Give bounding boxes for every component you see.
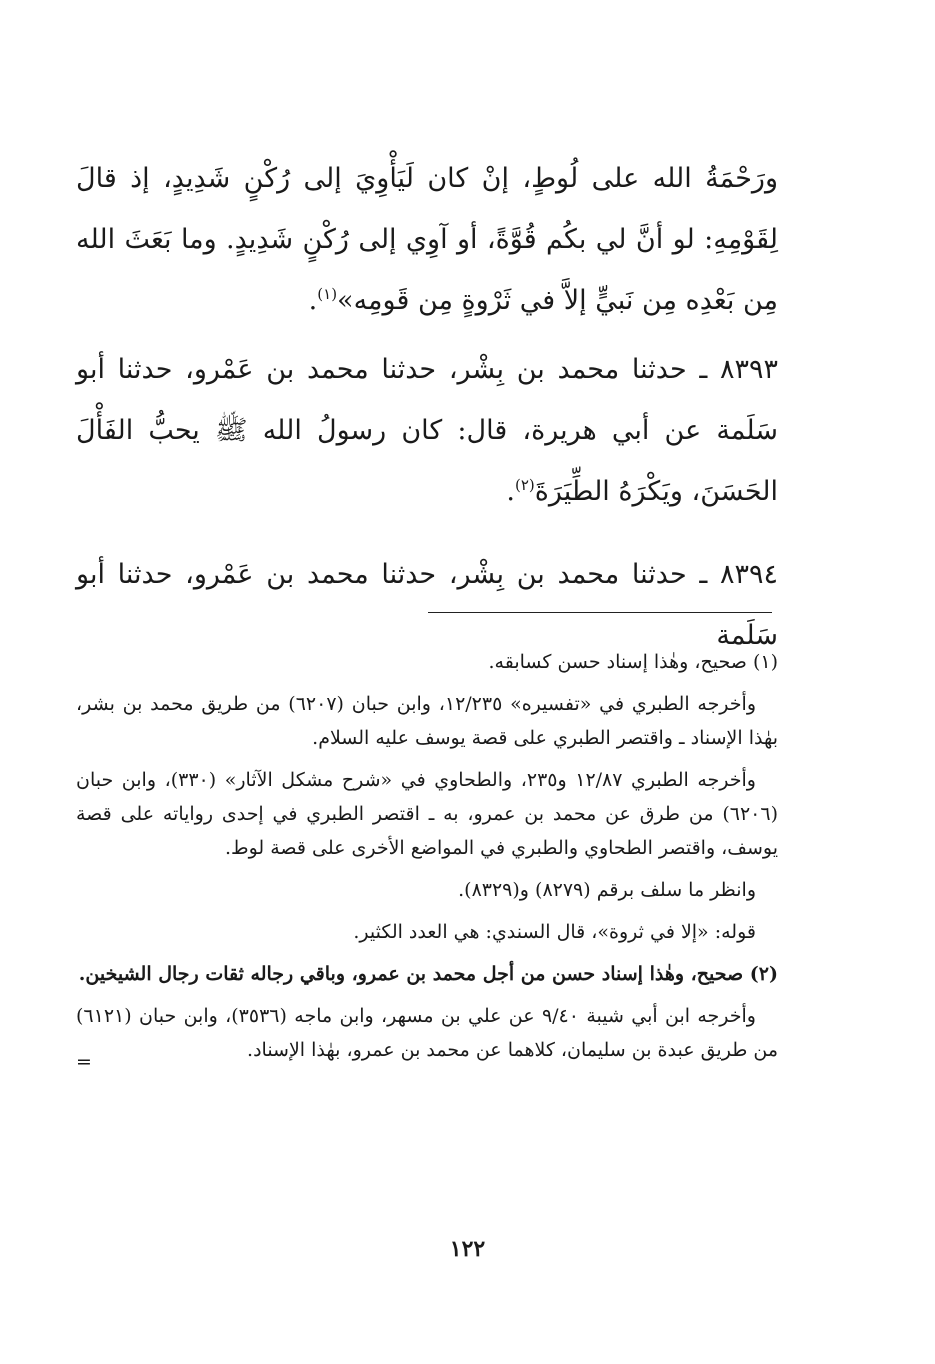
footnote-1-para-4: وانظر ما سلف برقم (٨٢٧٩) و(٨٣٢٩). xyxy=(458,879,756,901)
footnote-1-para-2: وأخرجه الطبري في «تفسيره» ١٢/٢٣٥، وابن حبان (٦٢٠٧) من طريق محمد بن بشر، بهٰذا الإسناد ـ واقتصر الطبري على قصة يوسف عليه السلام. xyxy=(76,693,778,749)
continuation-end: . xyxy=(308,285,318,316)
page-number: ١٢٢ xyxy=(449,1236,486,1262)
footnote-2-heading: (٢) صحيح، وهٰذا إسناد حسن من أجل محمد بن عمرو، وباقي رجاله ثقات رجال الشيخين. xyxy=(78,963,778,985)
continuation-mark: = xyxy=(76,1051,92,1073)
footnote-separator xyxy=(428,612,772,613)
continuation-text: ورَحْمَةُ الله على لُوطٍ، إنْ كان لَيَأْوِيَ إلى رُكْنٍ شَدِيدٍ، إذ قالَ لِقَوْمِهِ: لو أنَّ لي بكُم قُوَّةً، أو آوِي إلى رُكْنٍ شَدِيدٍ. وما بَعَثَ الله مِن بَعْدِه مِن نَبيٍّ إلاَّ في ثَرْوةٍ مِن قَومِه» xyxy=(76,163,778,316)
footnote-1-heading: (١) صحيح، وهٰذا إسناد حسن كسابقه. xyxy=(488,651,778,673)
footnote-2-para-2: وأخرجه ابن أبي شيبة ٩/٤٠ عن علي بن مسهر، وابن ماجه (٣٥٣٦)، وابن حبان (٦١٢١) من طريق عبدة بن سليمان، كلاهما عن محمد بن عمرو، بهٰذا الإسناد. xyxy=(76,1005,778,1061)
hadith-8393-end: . xyxy=(506,476,515,507)
footnote-ref-1: (١) xyxy=(317,285,338,303)
footnote-ref-2: (٢) xyxy=(514,476,535,494)
footnotes xyxy=(76,645,778,1079)
footnote-1-para-5: قوله: «إلا في ثروة»، قال السندي: هي العدد الكثير. xyxy=(353,921,756,943)
hadith-8393-text: ٨٣٩٣ ـ حدثنا محمد بن بِشْر، حدثنا محمد بن عَمْرو، حدثنا أبو سَلَمة عن أبي هريرة، قال: كان رسولُ الله ﷺ يحبُّ الفَأْلَ الحَسَنَ، ويَكْرَهُ الطِّيَرَةَ xyxy=(76,354,778,507)
hadith-8394: ٨٣٩٤ ـ حدثنا محمد بن بِشْر، حدثنا محمد بن عَمْرو، حدثنا أبو سَلَمة xyxy=(76,559,778,651)
main-text xyxy=(76,148,778,666)
hadith-continuation xyxy=(76,148,778,331)
footnote-1-para-3: وأخرجه الطبري ١٢/٨٧ و٢٣٥، والطحاوي في «شرح مشكل الآثار» (٣٣٠)، وابن حبان (٦٢٠٦) من طرق عن محمد بن عمرو، به ـ اقتصر الطبري في إحدى رواياته على قصة يوسف، واقتصر الطحاوي والطبري في المواضع الأخرى على قصة لوط. xyxy=(76,769,778,859)
hadith-8393 xyxy=(76,339,778,522)
